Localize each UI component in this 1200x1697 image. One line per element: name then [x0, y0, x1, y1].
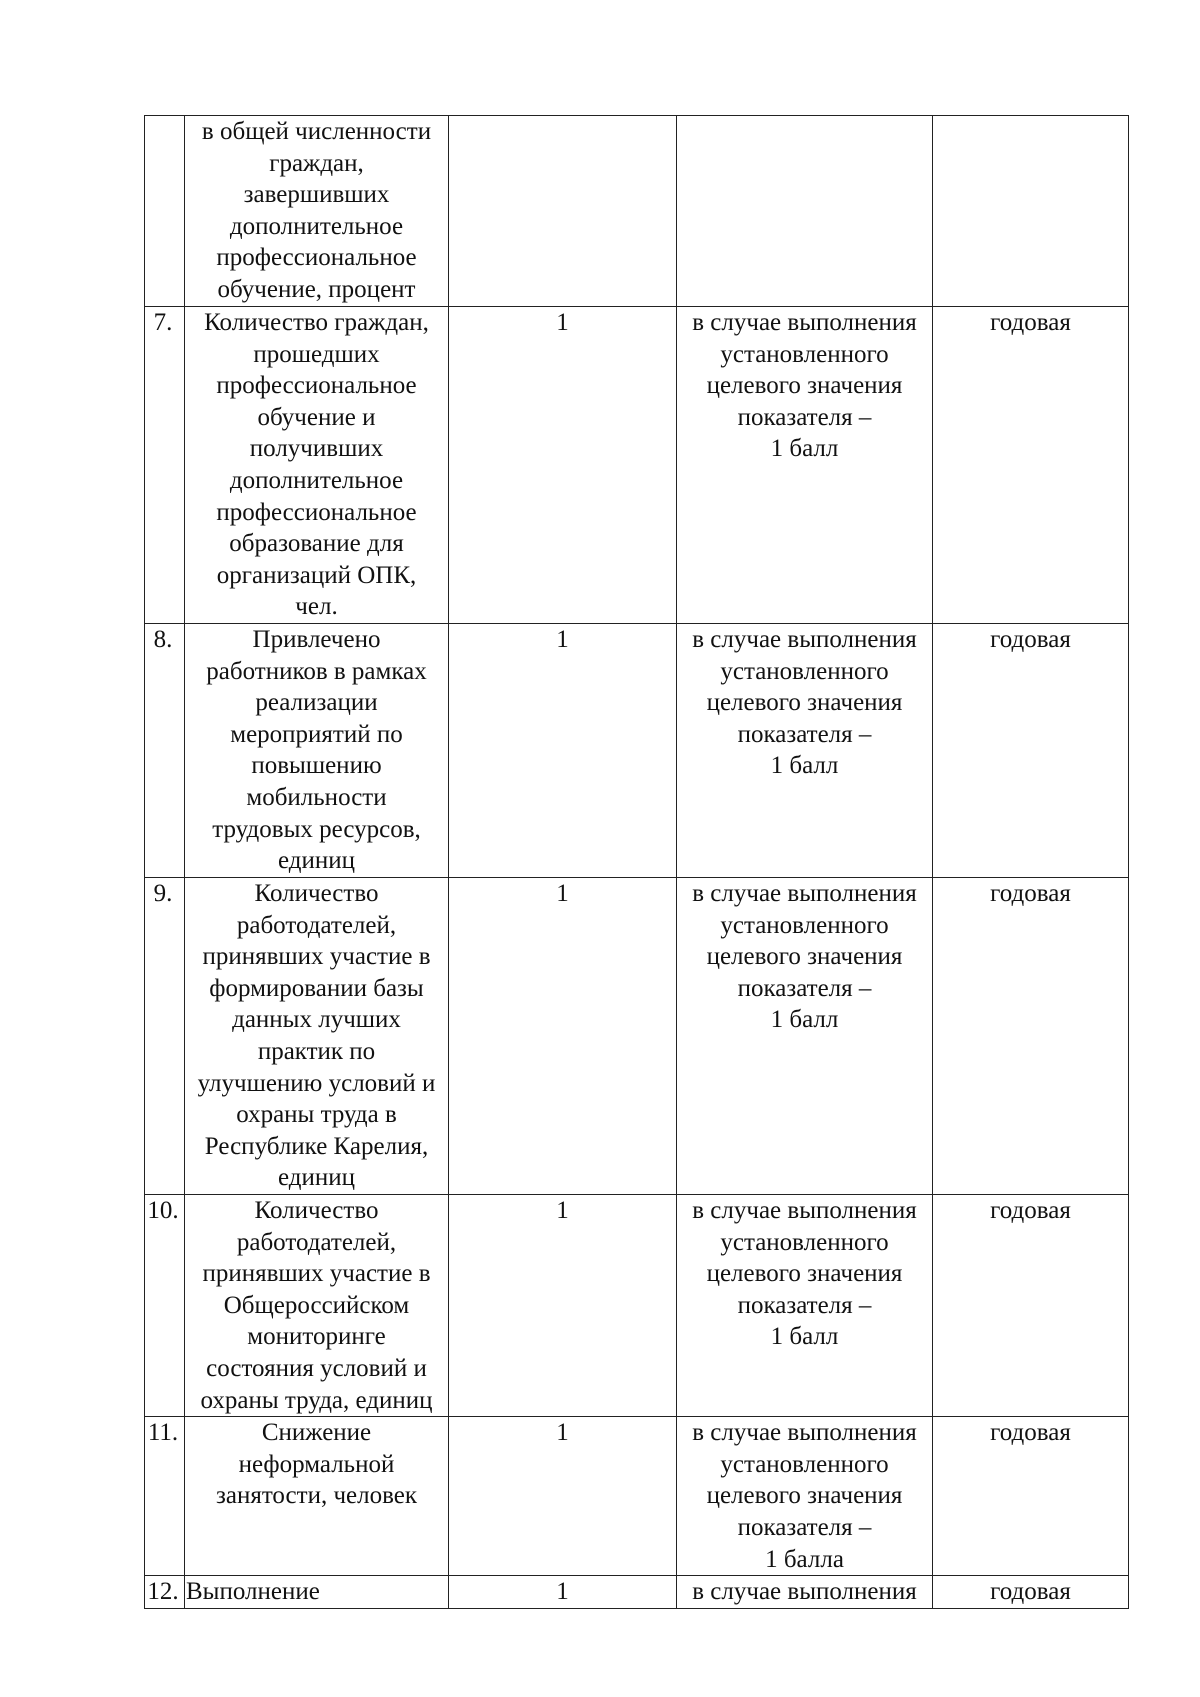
table-row: [145, 878, 1129, 1195]
scoring-condition: в случае выполнения: [677, 1576, 933, 1609]
reporting-period: годовая: [933, 624, 1129, 878]
scoring-condition: в случае выполнения установленного целевого значения показателя – 1 балла: [677, 1417, 933, 1576]
indicator-score: 1: [449, 624, 677, 878]
indicator-score: 1: [449, 307, 677, 624]
scoring-condition: в случае выполнения установленного целевого значения показателя – 1 балл: [677, 307, 933, 624]
table-row: [145, 1195, 1129, 1417]
scoring-condition: в случае выполнения установленного целевого значения показателя – 1 балл: [677, 1195, 933, 1417]
scoring-condition: в случае выполнения установленного целевого значения показателя – 1 балл: [677, 624, 933, 878]
table-row: [145, 116, 1129, 307]
reporting-period: годовая: [933, 878, 1129, 1195]
indicator-score: [449, 116, 677, 307]
row-number: 7.: [145, 307, 185, 624]
indicator-name: Количество граждан, прошедших профессиональное обучение и получивших дополнительное профессиональное образование для организаций ОПК, чел.: [185, 307, 449, 624]
indicator-name: в общей численности граждан, завершивших дополнительное профессиональное обучение, процент: [185, 116, 449, 307]
row-number: 12.: [145, 1576, 185, 1609]
indicator-name: Снижение неформальной занятости, человек: [185, 1417, 449, 1576]
row-number: 8.: [145, 624, 185, 878]
table-row: [145, 1417, 1129, 1576]
scoring-condition: в случае выполнения установленного целевого значения показателя – 1 балл: [677, 878, 933, 1195]
indicator-score: 1: [449, 1576, 677, 1609]
row-number: [145, 116, 185, 307]
indicator-name: Количество работодателей, принявших участие в формировании базы данных лучших практик по улучшению условий и охраны труда в Республике Карелия, единиц: [185, 878, 449, 1195]
reporting-period: годовая: [933, 1417, 1129, 1576]
reporting-period: годовая: [933, 307, 1129, 624]
indicator-name: Выполнение: [185, 1576, 449, 1609]
reporting-period: годовая: [933, 1576, 1129, 1609]
indicator-name: Количество работодателей, принявших участие в Общероссийском мониторинге состояния условий и охраны труда, единиц: [185, 1195, 449, 1417]
indicator-score: 1: [449, 1195, 677, 1417]
table-row: [145, 624, 1129, 878]
table-row: [145, 1576, 1129, 1609]
indicators-table: [144, 115, 1129, 1609]
row-number: 9.: [145, 878, 185, 1195]
table-row: [145, 307, 1129, 624]
scoring-condition: [677, 116, 933, 307]
reporting-period: годовая: [933, 1195, 1129, 1417]
reporting-period: [933, 116, 1129, 307]
row-number: 11.: [145, 1417, 185, 1576]
indicator-score: 1: [449, 878, 677, 1195]
indicator-score: 1: [449, 1417, 677, 1576]
row-number: 10.: [145, 1195, 185, 1417]
indicator-name: Привлечено работников в рамках реализации мероприятий по повышению мобильности трудовых ресурсов, единиц: [185, 624, 449, 878]
